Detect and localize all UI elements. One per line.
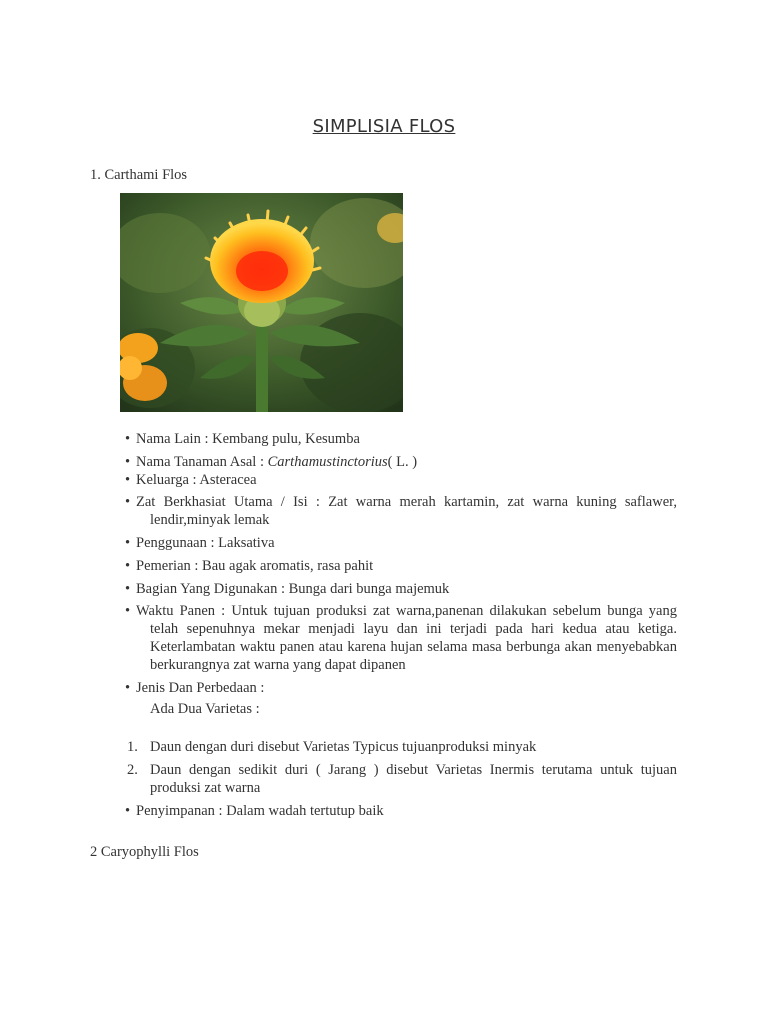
bullet-icon: •: [125, 558, 131, 574]
waktu-panen-rest: telah sepenuhnya mekar menjadi layu dan ini terjadi pada hari kedua atau ketiga. Keterlambatan waktu panen atau karena hujan selama masa berbunga akan menyebabkan berkurangnya zat warna yang dapat dipanen: [150, 621, 677, 673]
varietas-text: Daun dengan sedikit duri ( Jarang ) disebut Varietas Inermis terutama untuk tujuan produksi zat warna: [150, 762, 677, 796]
list-item-nama-lain: [125, 430, 677, 448]
page-title: SIMPLISIA FLOS: [312, 116, 456, 137]
bullet-icon: •: [125, 494, 131, 510]
zat-text-line2: lendir,minyak lemak: [150, 512, 270, 528]
bullet-icon: •: [125, 535, 131, 551]
tanaman-asal-latin: Carthamustinctorius: [267, 454, 388, 470]
penggunaan-text: Penggunaan : Laksativa: [136, 535, 275, 551]
keluarga-text: Keluarga : Asteracea: [136, 472, 257, 488]
tanaman-asal-author: ( L. ): [387, 454, 418, 470]
penyimpanan-text: Penyimpanan : Dalam wadah tertutup baik: [136, 803, 384, 819]
list-item-pemerian: [125, 557, 677, 575]
tanaman-asal-label: Nama Tanaman Asal :: [136, 454, 268, 470]
zat-text-line1: Zat Berkhasiat Utama / Isi : Zat warna merah kartamin, zat warna kuning saflawer,: [136, 494, 677, 510]
list-item-penggunaan: [125, 534, 677, 552]
section-heading-carthami: 1. Carthami Flos: [90, 167, 188, 183]
bagian-text: Bagian Yang Digunakan : Bunga dari bunga majemuk: [136, 581, 450, 597]
flower-image-icon: [120, 193, 403, 412]
varietas-text: Daun dengan duri disebut Varietas Typicus tujuanproduksi minyak: [150, 739, 537, 755]
list-item-bagian: [125, 580, 677, 598]
bullet-icon: •: [125, 603, 131, 619]
pemerian-text: Pemerian : Bau agak aromatis, rasa pahit: [136, 558, 374, 574]
bullet-icon: •: [125, 472, 131, 488]
list-item-tanaman-asal: [125, 453, 677, 471]
list-item-waktu-panen: [125, 602, 677, 674]
bullet-icon: •: [125, 454, 131, 470]
list-item-keluarga: [125, 471, 677, 489]
varietas-item-2: [127, 761, 677, 797]
bullet-icon: •: [125, 431, 131, 447]
list-item-penyimpanan: [125, 802, 677, 820]
safflower-photo: [120, 193, 403, 412]
waktu-panen-line1: Waktu Panen : Untuk tujuan produksi zat warna,panenan dilakukan sebelum bunga yang: [136, 603, 677, 619]
list-item-jenis: [125, 679, 677, 697]
section-heading-caryophylli: 2 Caryophylli Flos: [90, 844, 199, 860]
varietas-number: 2.: [127, 762, 138, 778]
bullet-icon: •: [125, 680, 131, 696]
ada-dua-varietas: Ada Dua Varietas :: [150, 701, 260, 717]
bullet-icon: •: [125, 581, 131, 597]
varietas-number: 1.: [127, 739, 138, 755]
jenis-text: Jenis Dan Perbedaan :: [136, 680, 265, 696]
varietas-item-1: [127, 738, 677, 756]
list-item-zat-berkhasiat: [125, 493, 677, 529]
nama-lain-text: Nama Lain : Kembang pulu, Kesumba: [136, 431, 360, 447]
bullet-icon: •: [125, 803, 131, 819]
